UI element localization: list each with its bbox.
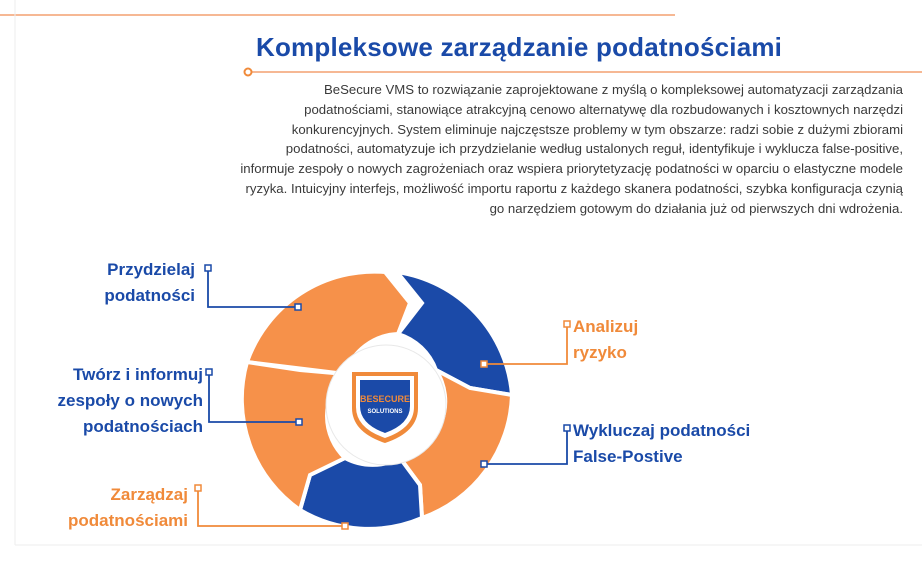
connector-przydzielaj-end — [295, 304, 301, 310]
step-wykluczaj — [573, 418, 813, 470]
step-przydzielaj — [40, 257, 195, 309]
connector-przydzielaj-start — [205, 265, 211, 271]
connector-wykluczaj-end — [481, 461, 487, 467]
step-tworz-line1: Twórz i informuj — [72, 365, 203, 384]
step-zarzadzaj — [20, 482, 188, 534]
step-przydzielaj-line1: Przydzielaj — [107, 260, 195, 279]
connector-tworz-end — [296, 419, 302, 425]
step-analizuj — [573, 314, 773, 366]
step-zarzadzaj-line2: podatnościami — [68, 511, 188, 530]
step-wykluczaj-line2: False-Postive — [573, 447, 683, 466]
step-tworz-line3: podatnościach — [83, 417, 203, 436]
step-tworz — [20, 362, 203, 440]
description: BeSecure VMS to rozwiązanie zaprojektowane z myślą o kompleksowej automatyzacji zarządzania podatnościami, stanowiące atrakcyjną cenowo alternatywę dla rozbudowanych i kosztownych narzędzi konkurencyjnych. System eliminuje najczęstsze problemy w tym obszarze: radzi sobie z dużymi zbiorami podatności, automatyzuje ich przydzielanie według ustalonych reguł, identyfikuje i wyklucza false-positive, informuje zespoły o nowych zagrożeniach oraz wspiera priorytetyzację podatności w oparciu o elastyczne modele ryzyka. Intuicyjny interfejs, możliwość importu raportu z każdego skanera podatności, szybka konfiguracja czynią go narzędziem gotowym do działania już od pierwszych dni wdrożenia. — [240, 82, 903, 216]
page-title: Kompleksowe zarządzanie podatnościami — [256, 32, 783, 62]
logo-line2: SOLUTIONS — [367, 409, 403, 415]
logo-line1: BESECURE — [359, 394, 411, 404]
step-analizuj-line1: Analizuj — [573, 317, 639, 336]
step-przydzielaj-line2: podatności — [104, 286, 195, 305]
title-rule-dot — [245, 69, 252, 76]
step-zarzadzaj-line1: Zarządzaj — [110, 485, 188, 504]
connector-analizuj-end — [481, 361, 487, 367]
step-tworz-line2: zespoły o nowych — [57, 391, 203, 410]
connector-przydzielaj — [208, 268, 298, 307]
connector-analizuj-start — [564, 321, 570, 327]
connector-wykluczaj-start — [564, 425, 570, 431]
step-wykluczaj-line1: Wykluczaj podatności — [573, 421, 751, 440]
connector-tworz-start — [206, 369, 212, 375]
step-analizuj-line2: ryzyko — [573, 343, 627, 362]
connector-zarzadzaj-end — [342, 523, 348, 529]
connector-zarzadzaj-start — [195, 485, 201, 491]
